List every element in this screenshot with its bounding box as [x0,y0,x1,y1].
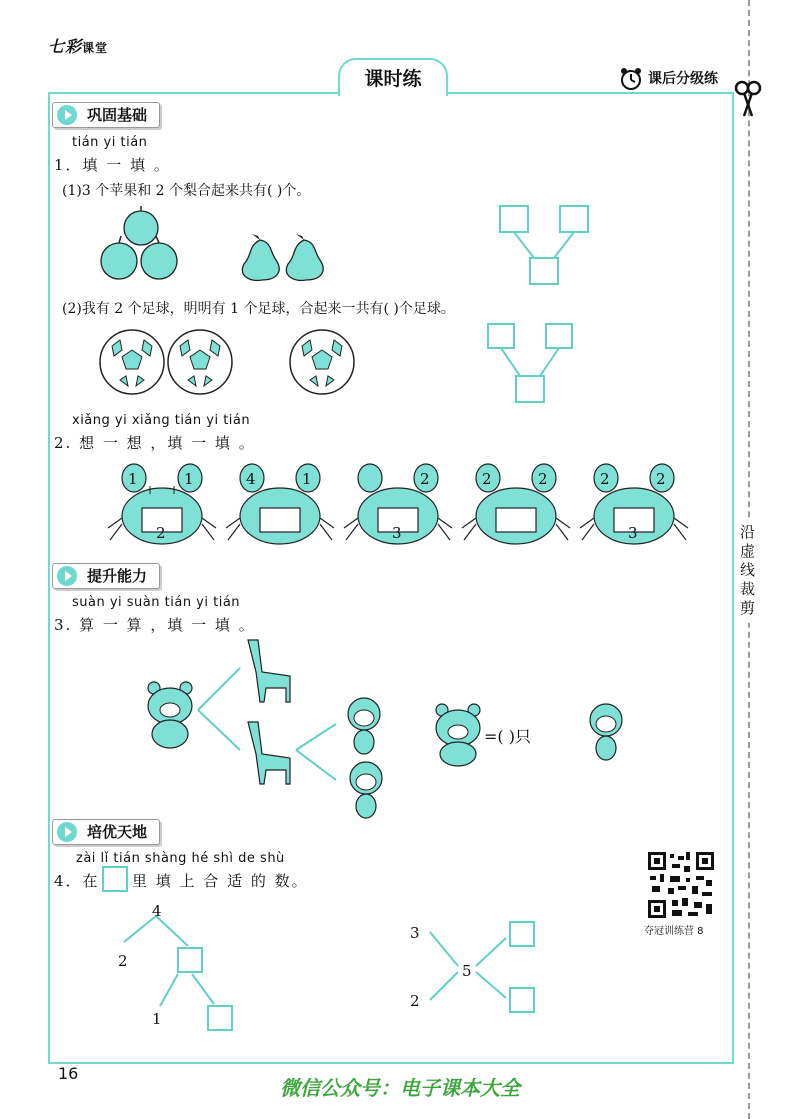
q3-title: 3. 算 一 算 ，填 一 填 。 [54,616,256,634]
scissors-icon [733,80,763,120]
split-tree-2 [484,318,584,408]
q2-title: 2. 想 一 想 ，填 一 填 。 [54,434,256,452]
crab-4-left: 2 [482,470,492,488]
crab-5-right: 2 [656,470,666,488]
crab-2 [222,458,338,550]
qr-caption: 夺冠训练营 8 [644,926,704,937]
q3-pinyin: suàn yi suàn tián yi tián [72,595,241,610]
clock-icon [618,66,644,92]
section-basic: 巩固基础 [52,102,160,128]
crab-4-right: 2 [538,470,548,488]
crab-5 [576,458,692,550]
crab-3-right: 2 [420,470,430,488]
apples-image [96,206,186,286]
tree-left-top: 4 [152,902,162,920]
q1-sub1: (1)3 个苹果和 2 个梨合起来共有( )个。 [62,183,311,199]
play-icon [57,566,77,586]
q4-example-box [102,866,128,892]
section-excellence: 培优天地 [52,819,160,845]
q1-pinyin: tián yi tián [72,135,148,150]
tree-right-b: 2 [410,992,420,1010]
crab-2-right: 1 [302,470,312,488]
q4-title-a: 4．在 [54,872,100,890]
crab-3 [340,458,456,550]
tree-right-a: 3 [410,924,420,942]
qr-code [646,850,716,920]
animals-diagram [140,632,660,822]
tree-left-mid: 2 [118,952,128,970]
crab-5-bottom: 3 [628,524,638,542]
q4-pinyin: zài lǐ tián shàng hé shì de shù [76,851,285,866]
play-icon [57,822,77,842]
q4-title-b: 里 填 上 合 适 的 数。 [132,872,309,890]
brand-logo: 七彩课堂 [48,37,109,56]
footer-watermark: 微信公众号：电子课本大全 [280,1076,520,1100]
pears-image [238,232,330,282]
crab-4 [458,458,574,550]
crab-2-left: 4 [246,470,256,488]
crab-1-left: 1 [128,470,138,488]
tree-left-bottom: 1 [152,1010,162,1028]
number-tree-left [110,900,240,1040]
cut-label: 沿虚线裁剪 [741,520,759,623]
crab-1-bottom: 2 [156,524,166,542]
section-improve: 提升能力 [52,563,160,589]
split-tree-1 [496,200,596,290]
page-title: 课时练 [338,58,448,96]
play-icon [57,105,77,125]
tree-right-center: 5 [462,962,472,980]
q1-sub2: (2)我有 2 个足球，明明有 1 个足球，合起来一共有( )个足球。 [62,301,455,317]
crab-3-bottom: 3 [392,524,402,542]
number-tree-right [420,916,560,1026]
soccer-balls-image [98,328,358,396]
q1-title: 1．填 一 填 。 [54,156,171,174]
crab-1 [104,458,220,550]
q3-equation: =( )只 [484,727,531,746]
crab-5-left: 2 [600,470,610,488]
page-number: 16 [58,1064,79,1083]
after-class-label: 课后分级练 [648,71,718,87]
q2-pinyin: xiǎng yi xiǎng tián yi tián [72,413,251,428]
crab-1-right: 1 [184,470,194,488]
